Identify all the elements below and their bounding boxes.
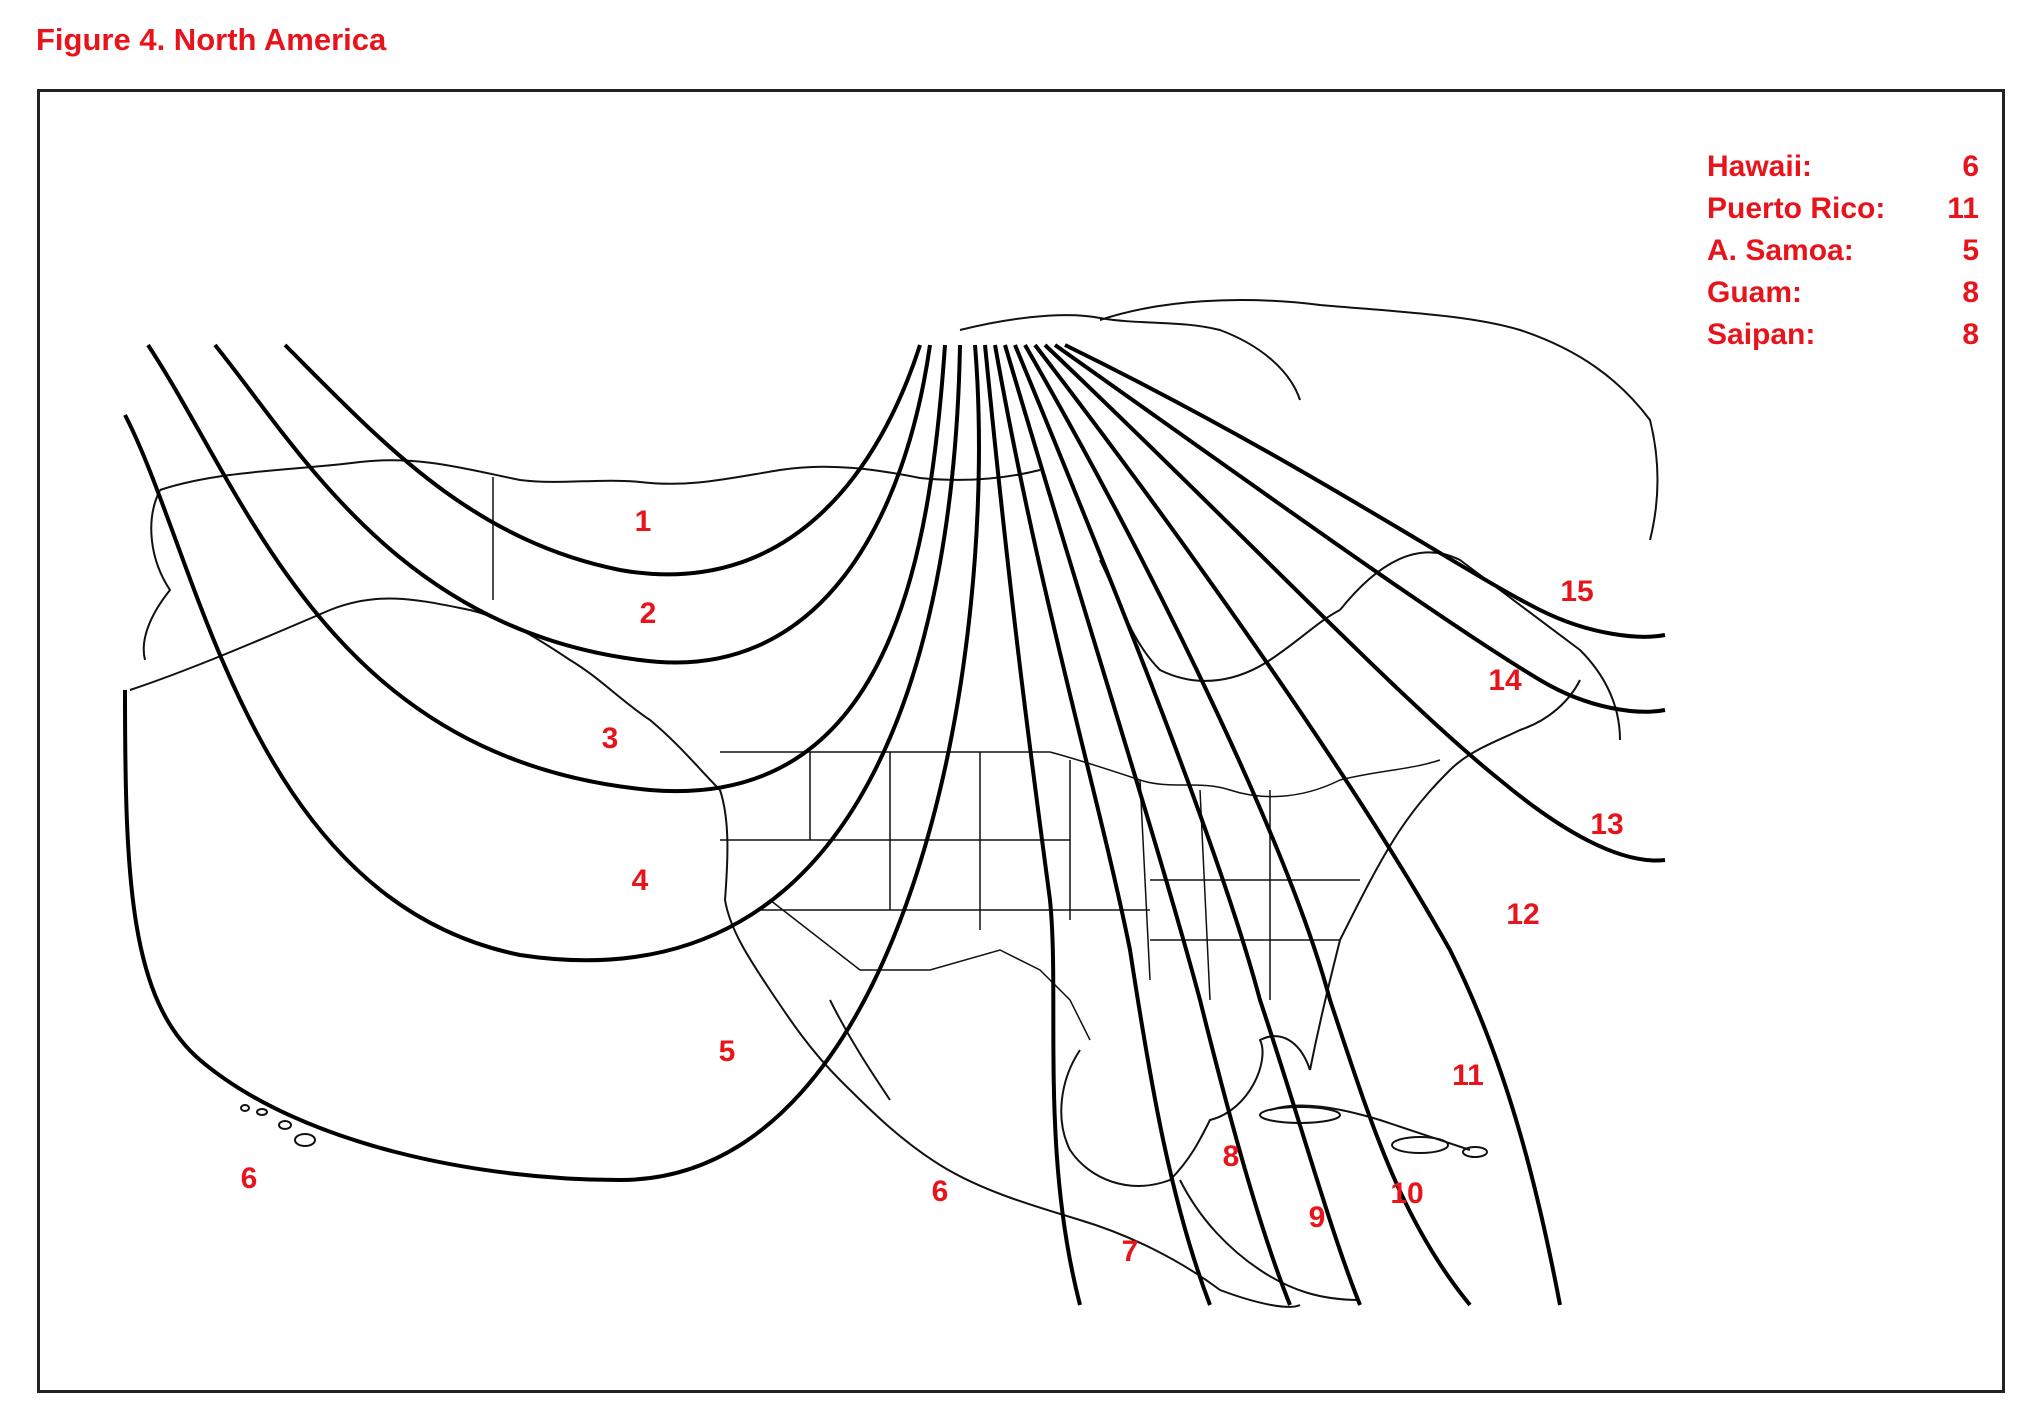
- zone-line-7: [995, 345, 1210, 1305]
- legend-row-hawaii: [1707, 150, 1979, 192]
- zone-label-14: 14: [1488, 663, 1522, 697]
- island-maui: [279, 1121, 291, 1129]
- figure-title: Figure 4. North America: [36, 22, 387, 57]
- zone-line-6: [985, 345, 1080, 1305]
- legend-name: Puerto Rico:: [1707, 192, 1886, 225]
- zone-line-11: [1035, 345, 1560, 1305]
- zone-label-11: 11: [1452, 1058, 1484, 1092]
- legend-value: 8: [1962, 276, 1979, 309]
- zone-line-13: [1055, 345, 1665, 712]
- zone-line-5: [125, 345, 979, 1180]
- legend-name: Guam:: [1707, 276, 1803, 309]
- legend-value: 6: [1962, 150, 1979, 183]
- zone-label-6-west: 6: [240, 1161, 258, 1195]
- zone-label-15: 15: [1560, 574, 1594, 608]
- zone-label-5: 5: [718, 1034, 736, 1068]
- zone-label-3: 3: [601, 721, 619, 755]
- coast-atlantic: [1310, 680, 1580, 1070]
- territory-legend: [1707, 150, 1979, 360]
- coast-alaska-north: [160, 460, 1040, 490]
- legend-row-a-samoa: [1707, 234, 1979, 276]
- legend-value: 5: [1962, 234, 1979, 267]
- coast-gulf: [1061, 1036, 1310, 1186]
- coast-greenland: [1100, 300, 1658, 540]
- legend-row-guam: [1707, 276, 1979, 318]
- legend-name: A. Samoa:: [1707, 234, 1854, 267]
- legend-value: 8: [1962, 318, 1979, 351]
- legend-name: Hawaii:: [1707, 150, 1813, 183]
- island-kauai: [241, 1105, 249, 1111]
- zone-label-6-east: 6: [931, 1174, 949, 1208]
- coast-hudson: [1100, 560, 1340, 681]
- zone-label-10: 10: [1390, 1176, 1424, 1210]
- zone-label-12: 12: [1506, 897, 1540, 931]
- island-oahu: [257, 1109, 267, 1115]
- zone-label-13: 13: [1590, 807, 1624, 841]
- zone-line-8: [1005, 345, 1290, 1305]
- island-puerto-rico: [1463, 1147, 1487, 1157]
- coast-arctic-islands: [960, 315, 1300, 400]
- legend-name: Saipan:: [1707, 318, 1816, 351]
- zone-label-7: 7: [1121, 1234, 1139, 1268]
- zone-label-2: 2: [639, 596, 657, 630]
- legend-row-puerto-rico: [1707, 192, 1979, 234]
- legend-row-saipan: [1707, 318, 1979, 360]
- zone-line-4: [125, 345, 960, 960]
- coastlines: [130, 300, 1658, 1307]
- border-us-mexico: [770, 900, 1090, 1040]
- coast-central-america: [1180, 1180, 1360, 1300]
- island-hawaii: [295, 1134, 315, 1146]
- legend-value: 11: [1947, 192, 1979, 225]
- coast-alaska-south: [130, 598, 720, 790]
- zone-line-2: [215, 345, 930, 663]
- coast-baja: [830, 1000, 890, 1100]
- zone-lines: [125, 345, 1665, 1305]
- island-hispaniola: [1392, 1137, 1448, 1153]
- zone-label-8: 8: [1222, 1139, 1240, 1173]
- zone-label-9: 9: [1308, 1200, 1326, 1234]
- zone-label-1: 1: [634, 504, 652, 538]
- zone-label-4: 4: [631, 863, 649, 897]
